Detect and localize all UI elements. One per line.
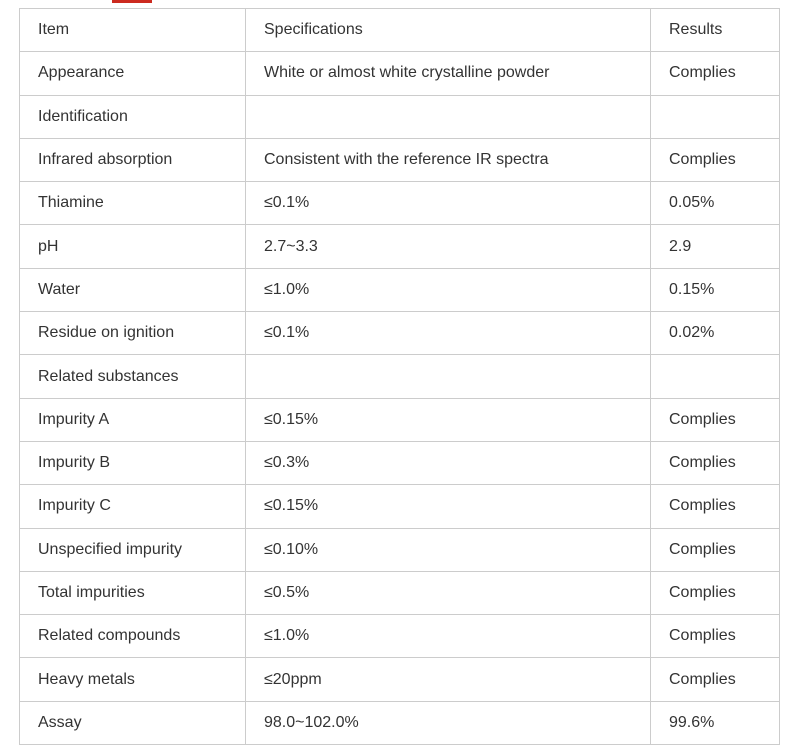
item-cell: Impurity C	[20, 485, 246, 528]
table-row	[20, 441, 780, 484]
table-row	[20, 528, 780, 571]
specification-cell: ≤1.0%	[246, 268, 651, 311]
result-cell: Complies	[651, 485, 780, 528]
item-cell: Impurity A	[20, 398, 246, 441]
result-cell: 0.02%	[651, 312, 780, 355]
item-cell: Thiamine	[20, 182, 246, 225]
table-row	[20, 138, 780, 181]
table-row	[20, 355, 780, 398]
header-accent-line	[112, 0, 152, 3]
specification-cell: ≤0.1%	[246, 312, 651, 355]
specification-cell: ≤0.5%	[246, 571, 651, 614]
header-specifications: Specifications	[246, 9, 651, 52]
result-cell: Complies	[651, 52, 780, 95]
specifications-table	[19, 8, 780, 745]
specification-cell: ≤1.0%	[246, 615, 651, 658]
result-cell: Complies	[651, 571, 780, 614]
specification-cell: ≤0.15%	[246, 485, 651, 528]
result-cell: Complies	[651, 398, 780, 441]
specification-cell: ≤0.15%	[246, 398, 651, 441]
specification-cell	[246, 355, 651, 398]
table-body	[20, 52, 780, 745]
specification-cell	[246, 95, 651, 138]
result-cell: Complies	[651, 658, 780, 701]
result-cell: Complies	[651, 441, 780, 484]
specification-cell: 98.0~102.0%	[246, 701, 651, 744]
specification-cell: ≤0.1%	[246, 182, 651, 225]
item-cell: pH	[20, 225, 246, 268]
specification-cell: 2.7~3.3	[246, 225, 651, 268]
result-cell: 2.9	[651, 225, 780, 268]
table-row	[20, 615, 780, 658]
table-row	[20, 485, 780, 528]
table-row	[20, 312, 780, 355]
specification-cell: White or almost white crystalline powder	[246, 52, 651, 95]
header-results: Results	[651, 9, 780, 52]
item-cell: Heavy metals	[20, 658, 246, 701]
table-row	[20, 225, 780, 268]
header-item: Item	[20, 9, 246, 52]
item-cell: Total impurities	[20, 571, 246, 614]
specification-cell: ≤0.10%	[246, 528, 651, 571]
table-header-row	[20, 9, 780, 52]
table-row	[20, 658, 780, 701]
table-row	[20, 182, 780, 225]
result-cell: Complies	[651, 528, 780, 571]
table-row	[20, 52, 780, 95]
item-cell: Assay	[20, 701, 246, 744]
result-cell: 0.05%	[651, 182, 780, 225]
item-cell: Related substances	[20, 355, 246, 398]
item-cell: Residue on ignition	[20, 312, 246, 355]
result-cell: Complies	[651, 138, 780, 181]
item-cell: Identification	[20, 95, 246, 138]
table-row	[20, 571, 780, 614]
specification-cell: Consistent with the reference IR spectra	[246, 138, 651, 181]
item-cell: Unspecified impurity	[20, 528, 246, 571]
item-cell: Impurity B	[20, 441, 246, 484]
table-row	[20, 398, 780, 441]
specification-cell: ≤0.3%	[246, 441, 651, 484]
item-cell: Appearance	[20, 52, 246, 95]
table-row	[20, 701, 780, 744]
specification-cell: ≤20ppm	[246, 658, 651, 701]
item-cell: Infrared absorption	[20, 138, 246, 181]
table-row	[20, 268, 780, 311]
result-cell	[651, 95, 780, 138]
result-cell: Complies	[651, 615, 780, 658]
result-cell: 0.15%	[651, 268, 780, 311]
table-row	[20, 95, 780, 138]
item-cell: Related compounds	[20, 615, 246, 658]
result-cell: 99.6%	[651, 701, 780, 744]
item-cell: Water	[20, 268, 246, 311]
result-cell	[651, 355, 780, 398]
